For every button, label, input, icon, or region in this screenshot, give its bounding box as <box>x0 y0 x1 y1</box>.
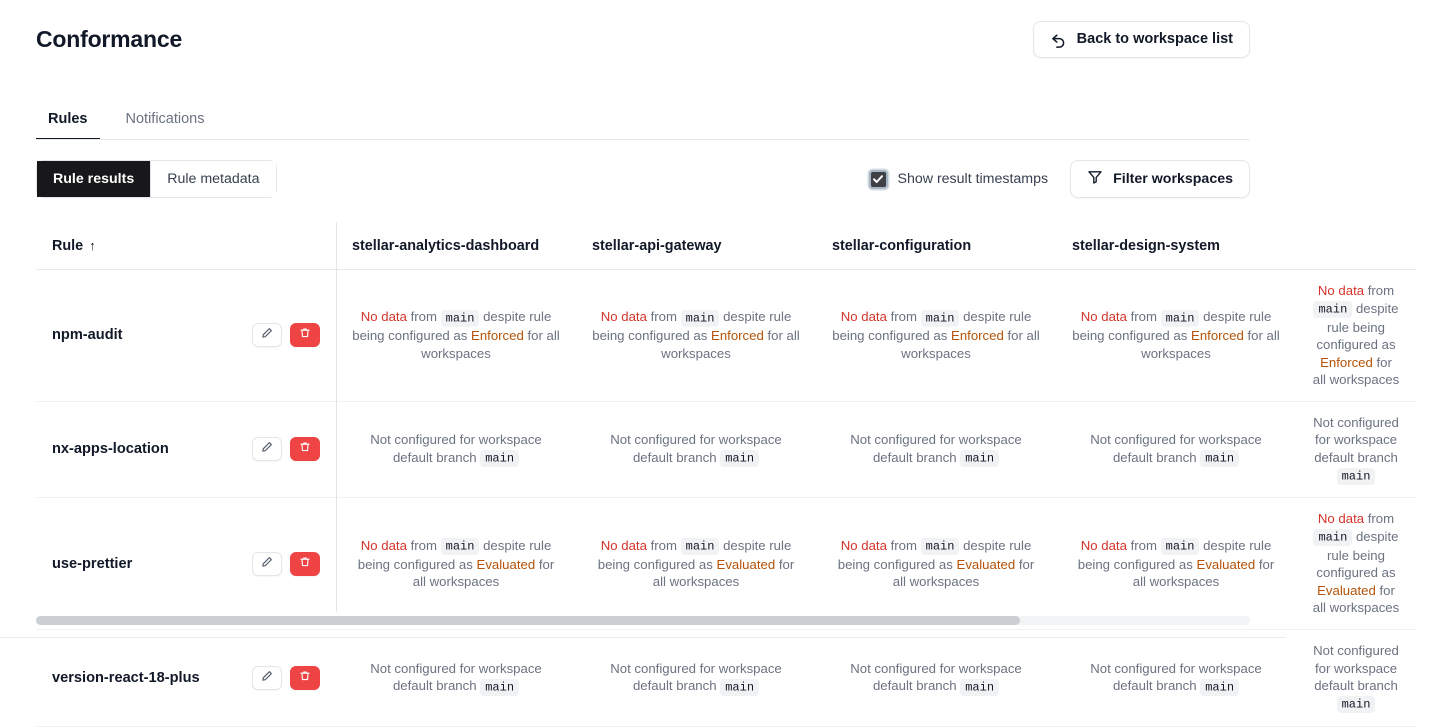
results-toolbar <box>36 160 1250 198</box>
rule-name: version-react-18-plus <box>52 669 200 686</box>
result-status: No data <box>600 537 647 553</box>
delete-rule-button[interactable] <box>290 437 320 461</box>
result-cell: No data from main despite rule being configured as Evaluated for all workspaces <box>1296 498 1416 630</box>
branch-name: main <box>681 538 720 555</box>
branch-name: main <box>1161 538 1200 555</box>
branch-name: main <box>1337 468 1376 485</box>
rule-name: npm-audit <box>52 327 123 344</box>
result-status: No data <box>1080 537 1127 553</box>
back-to-workspace-list-button[interactable] <box>1033 21 1250 58</box>
result-cell: Not configured for workspace default branch main <box>1056 402 1296 499</box>
branch-name: main <box>681 310 720 327</box>
rule-actions <box>252 552 320 576</box>
result-status: No data <box>1080 309 1127 325</box>
pencil-icon <box>261 326 273 344</box>
result-cell: Not configured for workspace default branch main <box>1056 630 1296 727</box>
result-cell: Not configured for workspace default branch main <box>816 630 1056 727</box>
page-title: Conformance <box>36 25 183 52</box>
segment-rule-metadata[interactable]: Rule metadata <box>150 161 275 197</box>
branch-name: main <box>960 450 999 467</box>
footer-divider <box>0 637 1286 638</box>
result-cell: No data from main despite rule being configured as Evaluated for all workspaces <box>576 498 816 630</box>
trash-icon <box>299 326 311 344</box>
result-status: No data <box>1317 283 1365 298</box>
branch-name: main <box>480 679 519 696</box>
funnel-icon <box>1087 169 1103 189</box>
branch-name: main <box>441 538 480 555</box>
show-result-timestamps-label: Show result timestamps <box>897 171 1049 187</box>
result-cell: Not configured for workspace default branch main <box>576 630 816 727</box>
rule-mode: Enforced <box>711 328 764 344</box>
branch-name: main <box>1200 450 1239 467</box>
rule-name: nx-apps-location <box>52 441 169 458</box>
rule-actions <box>252 666 320 690</box>
back-arrow-icon <box>1050 31 1067 48</box>
branch-name: main <box>441 310 480 327</box>
branch-name: main <box>921 538 960 555</box>
edit-rule-button[interactable] <box>252 666 282 690</box>
edit-rule-button[interactable] <box>252 323 282 347</box>
column-header-stellar-api-gateway[interactable]: stellar-api-gateway <box>576 222 816 270</box>
show-result-timestamps-checkbox[interactable] <box>869 170 1049 189</box>
sort-ascending-icon: ↑ <box>89 238 96 253</box>
result-cell: No data from main despite rule being configured as Enforced for all workspaces <box>816 270 1056 402</box>
result-cell: No data from main despite rule being configured as Enforced for all workspaces <box>576 270 816 402</box>
table-row <box>36 630 336 727</box>
trash-icon <box>299 669 311 687</box>
checkbox-checked-icon[interactable] <box>869 170 888 189</box>
result-status: No data <box>1317 511 1365 527</box>
rule-name: use-prettier <box>52 555 133 572</box>
result-cell: No data from main despite rule being configured as Enforced for all workspaces <box>1296 270 1416 402</box>
pencil-icon <box>261 555 273 573</box>
result-status: No data <box>360 309 407 325</box>
rule-mode: Evaluated <box>956 556 1016 572</box>
edit-rule-button[interactable] <box>252 552 282 576</box>
rule-column-divider <box>336 222 337 612</box>
filter-workspaces-button[interactable] <box>1070 160 1250 198</box>
result-cell: No data from main despite rule being configured as Enforced for all workspaces <box>336 270 576 402</box>
result-cell: No data from main despite rule being configured as Enforced for all workspaces <box>1056 270 1296 402</box>
branch-name: main <box>1313 301 1352 318</box>
rule-mode: Evaluated <box>1196 556 1256 572</box>
result-cell: No data from main despite rule being configured as Evaluated for all workspaces <box>1056 498 1296 630</box>
rule-mode: Evaluated <box>476 556 536 572</box>
rule-actions <box>252 323 320 347</box>
trash-icon <box>299 555 311 573</box>
result-cell: Not configured for workspace default branch main <box>336 630 576 727</box>
delete-rule-button[interactable] <box>290 323 320 347</box>
rule-mode: Enforced <box>951 328 1004 344</box>
table-row <box>36 402 336 499</box>
result-cell: Not configured for workspace default branch main <box>336 402 576 499</box>
tab-rules[interactable]: Rules <box>36 107 100 140</box>
page-header <box>0 0 1286 78</box>
branch-name: main <box>921 310 960 327</box>
view-segmented-control <box>36 160 277 198</box>
rule-mode: Enforced <box>1191 328 1244 344</box>
column-header-stellar-configuration[interactable]: stellar-configuration <box>816 222 1056 270</box>
horizontal-scrollbar[interactable] <box>36 616 1250 625</box>
segment-rule-results[interactable]: Rule results <box>37 161 150 197</box>
column-header-rule[interactable]: Rule ↑ <box>36 222 336 270</box>
tab-notifications[interactable]: Notifications <box>125 111 205 127</box>
back-button-label: Back to workspace list <box>1076 31 1233 47</box>
tabs-divider <box>36 139 1250 140</box>
result-cell: Not configured for workspace default branch main <box>816 402 1056 499</box>
column-header-overflow <box>1296 222 1416 270</box>
table-row <box>36 270 336 402</box>
delete-rule-button[interactable] <box>290 552 320 576</box>
pencil-icon <box>261 669 273 687</box>
rule-actions <box>252 437 320 461</box>
result-status: No data <box>360 537 407 553</box>
table-grid <box>36 222 1456 727</box>
edit-rule-button[interactable] <box>252 437 282 461</box>
result-cell: No data from main despite rule being configured as Evaluated for all workspaces <box>336 498 576 630</box>
rule-mode: Evaluated <box>716 556 776 572</box>
pencil-icon <box>261 440 273 458</box>
result-cell: Not configured for workspace default branch main <box>576 402 816 499</box>
result-status: No data <box>840 537 887 553</box>
rule-mode: Enforced <box>1320 354 1373 370</box>
branch-name: main <box>1313 529 1352 546</box>
result-status: No data <box>600 309 647 325</box>
delete-rule-button[interactable] <box>290 666 320 690</box>
column-header-stellar-design-system[interactable]: stellar-design-system <box>1056 222 1296 270</box>
column-header-stellar-analytics-dashboard[interactable]: stellar-analytics-dashboard <box>336 222 576 270</box>
branch-name: main <box>1200 679 1239 696</box>
branch-name: main <box>1161 310 1200 327</box>
result-cell: Not configured for workspace default branch main <box>1296 630 1416 727</box>
table-row <box>36 498 336 630</box>
branch-name: main <box>720 450 759 467</box>
main-tabs <box>36 104 216 140</box>
result-status: No data <box>840 309 887 325</box>
rule-mode: Evaluated <box>1317 582 1376 598</box>
branch-name: main <box>1337 696 1376 713</box>
trash-icon <box>299 440 311 458</box>
branch-name: main <box>720 679 759 696</box>
filter-workspaces-label: Filter workspaces <box>1113 171 1233 187</box>
result-cell: Not configured for workspace default branch main <box>1296 402 1416 499</box>
rule-mode: Enforced <box>471 328 524 344</box>
branch-name: main <box>480 450 519 467</box>
result-cell: No data from main despite rule being configured as Evaluated for all workspaces <box>816 498 1056 630</box>
toolbar-right-group <box>869 160 1250 198</box>
scrollbar-thumb[interactable] <box>36 616 1020 625</box>
rule-results-table <box>36 222 1400 712</box>
branch-name: main <box>960 679 999 696</box>
